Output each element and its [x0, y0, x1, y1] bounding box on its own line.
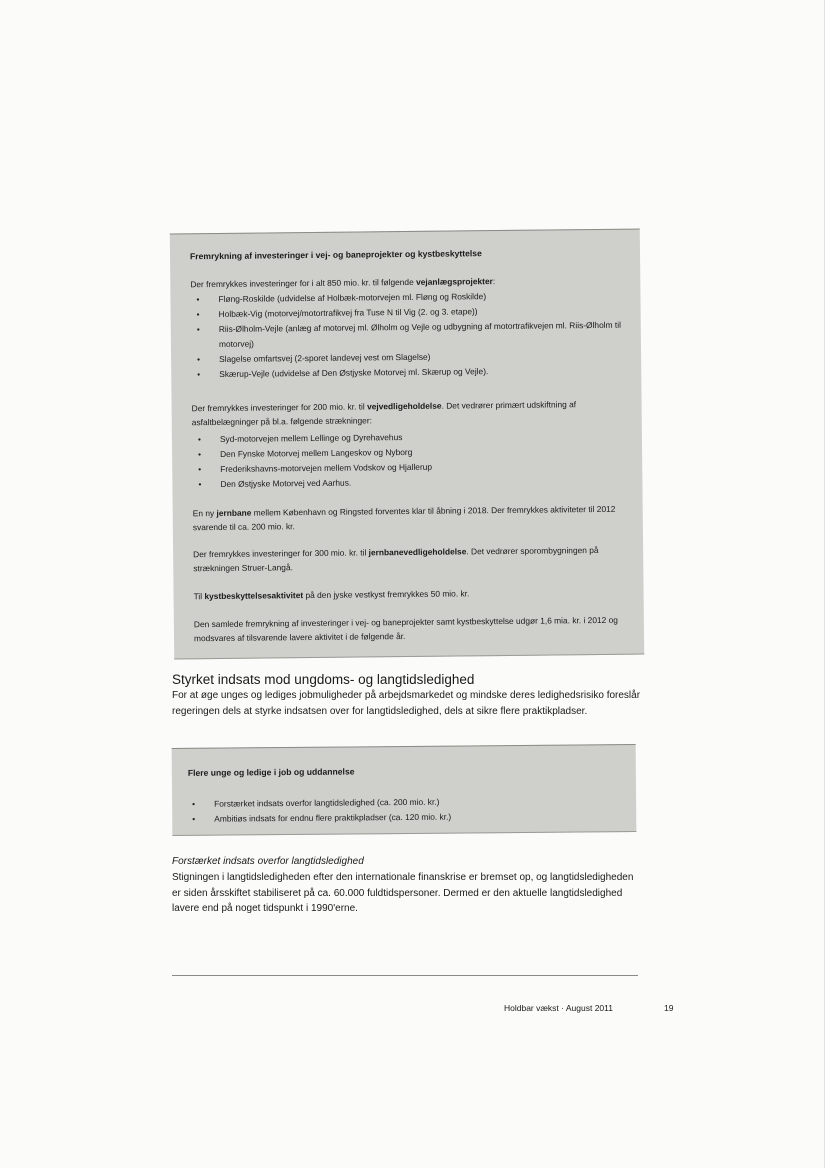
- section-intro: For at øge unges og lediges jobmuligheder på arbejdsmarkedet og mindske deres ledighedsrisiko foreslår regeringen dels at styrke indsatsen over for langtidsledighed, dels at sikre flere praktikpladser.: [172, 690, 641, 717]
- footer-rule: [172, 975, 638, 976]
- page-number: 19: [664, 1003, 674, 1013]
- subsection-text: Stigningen i langtidsledigheden efter den internationale finanskrise er bremset op, og langtidsledigheden er siden årsskiftet stabiliseret på ca. 60.000 fuldtidspersoner. Dermed er den aktuelle langtidsledighed lavere end på noget tidspunkt i 1990'erne.: [172, 872, 634, 915]
- list-item: • Fløng-Roskilde (udvidelse af Holbæk-motorvejen ml. Fløng og Roskilde): [190, 288, 630, 308]
- subsection-heading: Forstærket indsats overfor langtidsledighed: [172, 856, 364, 867]
- list-item: • Riis-Ølholm-Vejle (anlæg af motorvej ml. Ølholm og Vejle og udbygning af motortrafikvejen ml. Riis-Ølholm til motorvej): [191, 318, 631, 353]
- box-paragraph: Den samlede fremrykning af investeringer i vej- og baneprojekter samt kystbeskyttelse udgør 1,6 mia. kr. i 2012 og modsvares af tilsvarende lavere aktivitet i de følgende år.: [193, 614, 618, 644]
- box-title: Flere unge og ledige i job og uddannelse: [187, 766, 355, 778]
- box-title: Fremrykning af investeringer i vej- og baneprojekter og kystbeskyttelse: [189, 248, 482, 262]
- road-projects-list: [190, 288, 631, 383]
- initiatives-list: [186, 793, 626, 827]
- investment-info-box: [170, 229, 644, 660]
- list-item: • Ambitiøs indsats for endnu flere praktikpladser (ca. 120 mio. kr.): [186, 808, 626, 827]
- box-paragraph: Der fremrykkes investeringer for 300 mio. kr. til jernbanevedligeholdelse. Det vedrører sporombygningen på strækningen Struer-Langå.: [193, 545, 599, 574]
- box-paragraph: En ny jernbane mellem København og Ringsted forventes klar til åbning i 2018. Der fremrykkes aktiviteter til 2012 svarende til ca. 200 mio. kr.: [192, 503, 616, 533]
- list-item: • Den Østjyske Motorvej ved Aarhus.: [192, 473, 632, 493]
- youth-jobs-info-box: [172, 744, 637, 836]
- box-paragraph: Der fremrykkes investeringer for i alt 850 mio. kr. til følgende vejanlægsprojekter:: [190, 276, 496, 290]
- box-paragraph: Til kystbeskyttelsesaktivitet på den jyske vestkyst fremrykkes 50 mio. kr.: [193, 588, 470, 602]
- list-item: • Syd-motorvejen mellem Lellinge og Dyrehavehus: [192, 428, 632, 448]
- footer-publication: Holdbar vækst · August 2011: [504, 1003, 613, 1013]
- list-item: • Den Fynske Motorvej mellem Langeskov og Nyborg: [192, 443, 632, 463]
- section-heading: Styrket indsats mod ungdoms- og langtidsledighed: [172, 672, 475, 687]
- road-maintenance-list: [192, 428, 633, 493]
- list-item: • Skærup-Vejle (udvidelse af Den Østjyske Motorvej ml. Skærup og Vejle).: [191, 363, 631, 383]
- list-item: • Frederikshavns-motorvejen mellem Vodskov og Hjallerup: [192, 458, 632, 478]
- list-item: • Holbæk-Vig (motorvej/motortrafikvej fra Tuse N til Vig (2. og 3. etape)): [191, 303, 631, 323]
- box-paragraph: Der fremrykkes investeringer for 200 mio. kr. til vejvedligeholdelse. Det vedrører primært udskiftning af asfaltbelægninger på bl.a. følgende strækninger:: [191, 399, 577, 428]
- list-item: • Forstærket indsats overfor langtidsledighed (ca. 200 mio. kr.): [186, 793, 626, 812]
- list-item: • Slagelse omfartsvej (2-sporet landevej vest om Slagelse): [191, 348, 631, 368]
